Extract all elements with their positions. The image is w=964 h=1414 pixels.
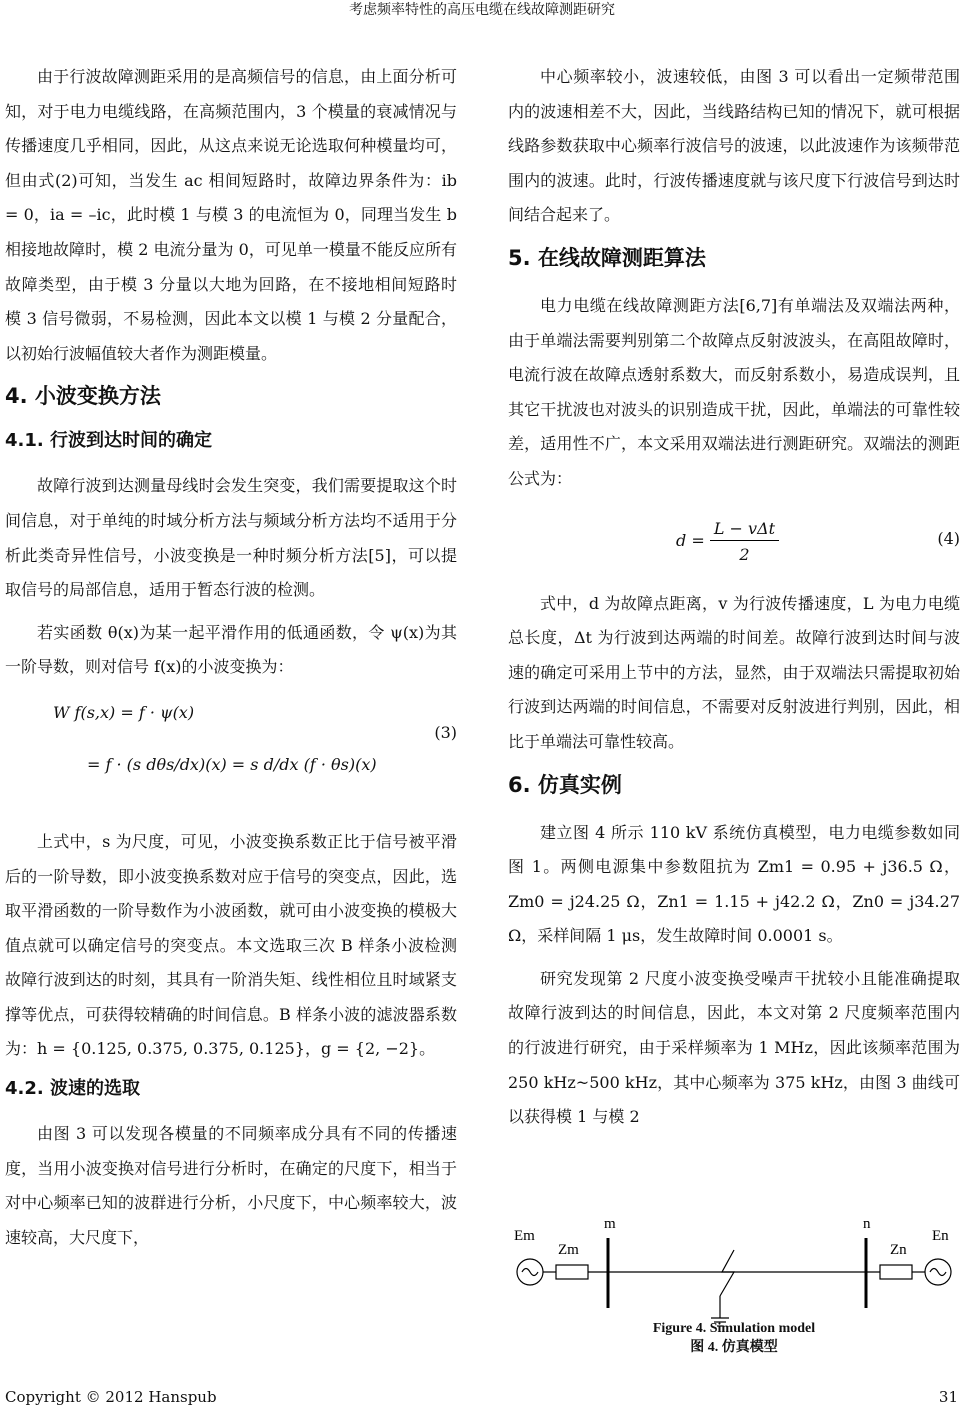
paragraph: 建立图 4 所示 110 kV 系统仿真模型，电力电缆参数如同图 1。两侧电源集中参数阻抗为 Zm1 = 0.95 + j36.5 Ω，Zm0 = j24.25 Ω，Zn1 = 1.15 + j42.2 Ω，Zn0 = j34.27 Ω，采样间隔 1 μs，发生故障时间 0.0001 s。 — [508, 822, 960, 946]
impedance-zn — [880, 1265, 912, 1279]
paragraph: 上式中，s 为尺度，可见，小波变换系数正比于信号被平滑后的一阶导数，即小波变换系数对应于信号的突变点，因此，选取平滑函数的一阶导数作为小波函数，就可由小波变换的模极大值点就可以确定信号的突变点。本文选取三次 B 样条小波检测故障行波到达的时刻，其具有一阶消失矩、线性相位且时域紧支撑等优点，可获得较精确的时间信息。B 样条小波的滤波器系数为：h = {0.125, 0.375, 0.375, 0.125}，g = {2, −2}。 — [5, 831, 457, 1059]
source-en-label: En — [932, 1228, 949, 1244]
figure-caption-en: Figure 4. Simulation model — [652, 1321, 816, 1336]
equation-line: = f · (s dθs/dx)(x) = s d/dx (f · θs)(x) — [87, 754, 377, 774]
equation-number: (3) — [434, 722, 457, 742]
denominator: 2 — [739, 544, 750, 564]
paragraph: 由图 3 可以发现各模量的不同频率成分具有不同的传播速度，当用小波变换对信号进行分析时，在确定的尺度下，相当于对中心频率已知的波群进行分析，小尺度下，中心频率较大，波速较高，大尺度下， — [5, 1124, 457, 1247]
equation-number: (4) — [937, 528, 960, 548]
impedance-zn-label: Zn — [890, 1242, 907, 1258]
section-heading: 6. 仿真实例 — [508, 772, 622, 797]
left-column — [5, 60, 457, 1263]
paragraph: 电力电缆在线故障测距方法[6,7]有单端法及双端法两种，由于单端法需要判别第二个故障点反射波波头，在高阻故障时，电流行波在故障点透射系数大，而反射系数小，易造成误判，且其它干扰波也对波头的识别造成干扰，因此，单端法的可靠性较差，适用性不广，本文采用双端法进行测距研究。双端法的测距公式为： — [508, 295, 960, 488]
fraction — [710, 519, 779, 564]
figure-caption-zh: 图 4. 仿真模型 — [690, 1340, 778, 1355]
equation-lhs: d = — [676, 530, 705, 550]
paragraph: 式中，d 为故障点距离，v 为行波传播速度，L 为电力电缆总长度，Δt 为行波到达两端的时间差。故障行波到达时间与波速的确定可采用上节中的方法，显然，由于双端法只需提取初始行波到达两端的时间信息，不需要对反射波进行判别，因此，相比于单端法可靠性较高。 — [508, 593, 960, 751]
paragraph: 中心频率较小，波速较低，由图 3 可以看出一定频带范围内的波速相差不大，因此，当线路结构已知的情况下，就可根据线路参数获取中心频率行波信号的波速，以此波速作为该频带范围内的波速。此时，行波传播速度就与该尺度下行波信号到达时间结合起来了。 — [508, 67, 960, 225]
paragraph: 研究发现第 2 尺度小波变换受噪声干扰较小且能准确提取故障行波到达的时间信息，因此，本文对第 2 尺度频率范围内的行波进行研究，由于采样频率为 1 MHz，因此该频率范围为 250 kHz~500 kHz，其中心频率为 375 kHz，由图 3 曲线可以获得模 1 与模 2 — [508, 968, 960, 1127]
equation-3 — [5, 693, 457, 811]
paragraph: 由于行波故障测距采用的是高频信号的信息，由上面分析可知，对于电力电缆线路，在高频范围内，3 个模量的衰减情况与传播速度几乎相同，因此，从这点来说无论选取何种模量均可，但由式(2)可知，当发生 ac 相间短路时，故障边界条件为：ib = 0，ia = –ic，此时模 1 与模 3 的电流恒为 0，同理当发生 b 相接地故障时，模 2 电流分量为 0，可见单一模量不能反应所有故障类型，由于模 3 分量以大地为回路，在不接地相间短路时模 3 信号微弱，不易检测，因此本文以模 1 与模 2 分量配合，以初始行波幅值较大者作为测距模量。 — [5, 67, 457, 363]
bus-n-label: n — [863, 1216, 871, 1232]
subsection-heading: 4.2. 波速的选取 — [5, 1078, 140, 1100]
page-number: 31 — [938, 1388, 958, 1406]
copyright: Copyright © 2012 Hanspub — [5, 1388, 217, 1406]
equation-line: W f(s,x) = f · ψ(x) — [53, 702, 195, 722]
ac-wave-icon — [522, 1269, 538, 1276]
equation-body — [676, 519, 779, 564]
bus-m-label: m — [604, 1216, 616, 1232]
subsection-heading: 4.1. 行波到达时间的确定 — [5, 430, 212, 452]
paragraph: 若实函数 θ(x)为某一起平滑作用的低通函数，令 ψ(x)为其一阶导数，则对信号 f(x)的小波变换为： — [5, 622, 457, 677]
ac-wave-icon — [930, 1269, 946, 1276]
section-heading: 5. 在线故障测距算法 — [508, 245, 706, 270]
source-em-label: Em — [514, 1228, 535, 1244]
equation-4 — [508, 505, 960, 577]
impedance-zm — [556, 1265, 588, 1279]
right-column — [508, 60, 960, 1143]
numerator: L − vΔt — [710, 519, 779, 541]
fault-symbol-icon — [720, 1250, 734, 1296]
impedance-zm-label: Zm — [558, 1242, 579, 1258]
section-heading: 4. 小波变换方法 — [5, 384, 161, 409]
running-header: 考虑频率特性的高压电缆在线故障测距研究 — [349, 2, 615, 18]
paragraph: 故障行波到达测量母线时会发生突变，我们需要提取这个时间信息，对于单纯的时域分析方法与频域分析方法均不适用于分析此类奇异性信号，小波变换是一种时频分析方法[5]，可以提取信号的局部信息，适用于暂态行波的检测。 — [5, 476, 457, 600]
